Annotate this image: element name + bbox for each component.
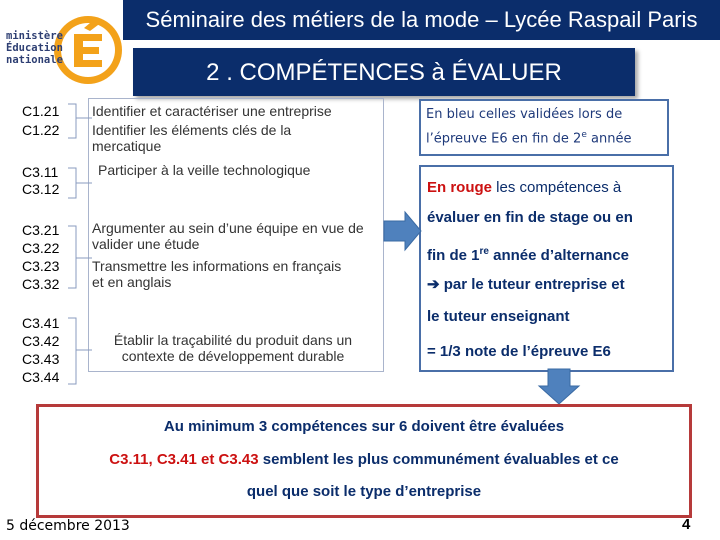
red-note-line6: = 1/3 note de l’épreuve E6 bbox=[427, 343, 611, 360]
competence-description: Identifier les éléments clés de la mercatique bbox=[92, 122, 292, 154]
red-note-lead: En rouge bbox=[427, 179, 493, 196]
competence-code: C1.21 bbox=[22, 103, 60, 119]
red-note-line4-text: par le tuteur entreprise et bbox=[439, 276, 625, 293]
bracket bbox=[68, 318, 76, 384]
footer-date: 5 décembre 2013 bbox=[6, 518, 130, 534]
blue-note-tail: année bbox=[586, 131, 632, 147]
red-note-rest: les compétences à bbox=[492, 179, 622, 196]
red-note-line5: le tuteur enseignant bbox=[427, 308, 570, 325]
red-note-line3 bbox=[427, 242, 672, 265]
competence-description: Transmettre les informations en français et en anglais bbox=[92, 258, 342, 290]
down-arrow-icon bbox=[537, 368, 581, 406]
competence-code: C1.22 bbox=[22, 122, 60, 138]
logo-line: ministère bbox=[6, 30, 63, 42]
blue-note-sup: e bbox=[581, 130, 587, 140]
competence-code: C3.42 bbox=[22, 333, 60, 349]
competence-description: Établir la traçabilité du produit dans un contexte de développement durable bbox=[113, 332, 353, 364]
competence-code: C3.23 bbox=[22, 258, 60, 274]
competence-code: C3.22 bbox=[22, 240, 60, 256]
summary-line2-rest: semblent les plus communément évaluables et ce bbox=[258, 451, 619, 468]
page-title: Séminaire des métiers de la mode – Lycée Raspail Paris bbox=[145, 7, 698, 32]
blue-note-rest: celles validées lors de l’épreuve E6 en fin de 2 bbox=[426, 107, 623, 147]
red-note-line2: évaluer en fin de stage ou en bbox=[427, 209, 633, 226]
bracket bbox=[68, 226, 76, 288]
summary-line3: quel que soit le type d’entreprise bbox=[246, 483, 482, 500]
competence-code: C3.11 bbox=[22, 164, 59, 180]
summary-codes: C3.11, C3.41 et C3.43 bbox=[109, 451, 259, 468]
competence-code: C3.12 bbox=[22, 181, 60, 197]
competence-description: Participer à la veille technologique bbox=[98, 162, 311, 178]
bracket bbox=[68, 168, 76, 198]
competence-code: C3.41 bbox=[22, 315, 60, 331]
bracket-lines bbox=[66, 98, 94, 394]
competence-code: C3.44 bbox=[22, 369, 60, 385]
logo-line: nationale bbox=[6, 54, 63, 66]
summary-line2 bbox=[36, 450, 692, 470]
red-note-line3-post: année d’alternance bbox=[488, 247, 630, 264]
page-number: 4 bbox=[682, 516, 691, 533]
competence-code: C3.21 bbox=[22, 222, 60, 238]
logo-wordmark bbox=[6, 30, 72, 66]
red-note-line4 bbox=[427, 275, 672, 294]
competence-description: Argumenter au sein d’une équipe en vue de valider une étude bbox=[92, 220, 364, 252]
logo-line: Éducation bbox=[6, 42, 63, 54]
bracket bbox=[68, 104, 76, 138]
competence-code: C3.43 bbox=[22, 351, 60, 367]
summary-line1: Au minimum 3 compétences sur 6 doivent être évaluées bbox=[163, 418, 565, 435]
competence-description: Identifier et caractériser une entreprise bbox=[92, 103, 332, 119]
competence-code: C3.32 bbox=[22, 276, 60, 292]
arrow-right-icon: ➔ bbox=[427, 276, 440, 293]
red-note-line3-pre: fin de 1 bbox=[427, 247, 480, 264]
blue-note-text bbox=[426, 104, 662, 149]
blue-note-lead: En bleu bbox=[426, 107, 475, 122]
red-note-line1 bbox=[427, 178, 672, 197]
right-arrow-icon bbox=[383, 210, 423, 252]
red-note-line3-sup: re bbox=[479, 246, 489, 257]
section-title: 2 . COMPÉTENCES à ÉVALUER bbox=[206, 59, 562, 86]
